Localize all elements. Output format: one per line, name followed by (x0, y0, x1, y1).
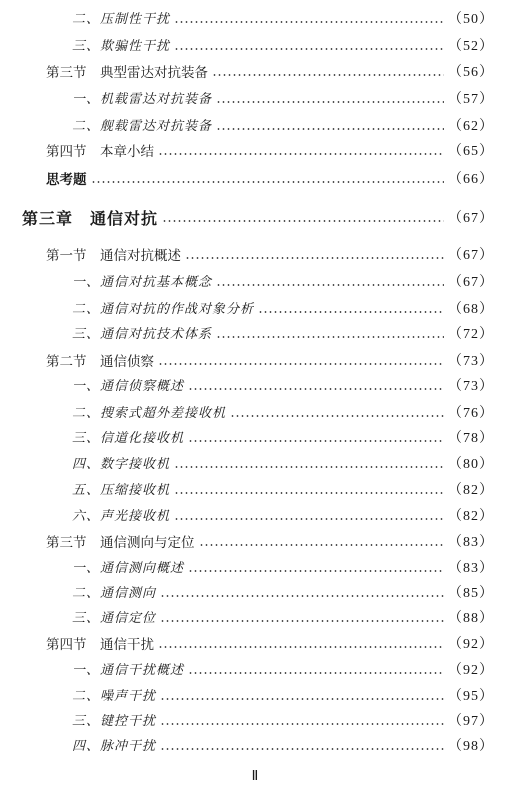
toc-subsection-entry (0, 687, 510, 707)
toc-entry-page: （66） (448, 172, 494, 187)
toc-chapter-entry (0, 206, 510, 232)
dot-leader (230, 415, 444, 417)
dot-leader (258, 311, 444, 313)
toc-section-entry (0, 635, 510, 655)
toc-subsection-entry (0, 661, 510, 681)
dot-leader (188, 440, 444, 442)
dot-leader (174, 48, 444, 50)
dot-leader (158, 646, 444, 648)
toc-entry-title: 思考题 (46, 172, 87, 188)
toc-entry-title: 三、欺骗性干扰 (72, 39, 171, 54)
dot-leader (160, 620, 444, 622)
toc-entry-title: 三、通信定位 (72, 611, 157, 626)
toc-subsection-entry (0, 273, 510, 293)
toc-entry-page: （73） (448, 379, 494, 394)
toc-subsection-entry (0, 609, 510, 629)
toc-entry-page: （98） (448, 739, 494, 754)
dot-leader (216, 128, 444, 130)
toc-entry-title: 第三节 典型雷达对抗装备 (46, 65, 208, 81)
toc-entry-page: （76） (448, 406, 494, 421)
toc-section-entry (0, 142, 510, 162)
toc-subsection-entry (0, 325, 510, 345)
toc-subsection-entry (0, 481, 510, 501)
toc-entry-page: （67） (448, 248, 494, 263)
toc-subsection-entry (0, 300, 510, 320)
dot-leader (160, 698, 444, 700)
dot-leader (174, 492, 444, 494)
toc-entry-title: 二、噪声干扰 (72, 689, 157, 704)
toc-entry-page: （82） (448, 483, 494, 498)
toc-entry-page: （83） (448, 535, 494, 550)
dot-leader (185, 257, 444, 259)
dot-leader (162, 220, 444, 222)
toc-entry-page: （92） (448, 663, 494, 678)
toc-subsection-entry (0, 10, 510, 30)
toc-entry-title: 第一节 通信对抗概述 (46, 248, 181, 264)
toc-entry-page: （88） (448, 611, 494, 626)
toc-subsection-entry (0, 584, 510, 604)
toc-entry-title: 二、压制性干扰 (72, 12, 171, 27)
dot-leader (91, 181, 445, 183)
toc-entry-page: （72） (448, 327, 494, 342)
toc-entry-title: 二、通信对抗的作战对象分析 (72, 302, 255, 317)
toc-entry-page: （73） (448, 354, 494, 369)
toc-section-entry (0, 63, 510, 83)
toc-subsection-entry (0, 90, 510, 110)
dot-leader (216, 101, 444, 103)
toc-entry-page: （56） (448, 65, 494, 80)
toc-entry-title: 一、通信干扰概述 (72, 663, 185, 678)
toc-entry-title: 三、通信对抗技术体系 (72, 327, 213, 342)
toc-entry-page: （68） (448, 302, 494, 317)
dot-leader (188, 570, 444, 572)
toc-entry-title: 三、键控干扰 (72, 714, 157, 729)
dot-leader (188, 388, 444, 390)
toc-entry-title: 一、通信侦察概述 (72, 379, 185, 394)
toc-entry-page: （65） (448, 144, 494, 159)
toc-entry-page: （67） (448, 275, 494, 290)
toc-entry-title: 二、搜索式超外差接收机 (72, 406, 227, 421)
toc-subsection-entry (0, 712, 510, 732)
toc-entry-title: 三、信道化接收机 (72, 431, 185, 446)
dot-leader (199, 544, 445, 546)
toc-section-entry (0, 352, 510, 372)
dot-leader (174, 518, 444, 520)
toc-subsection-entry (0, 737, 510, 757)
toc-subsection-entry (0, 455, 510, 475)
dot-leader (212, 74, 444, 76)
toc-entry-title: 四、数字接收机 (72, 457, 171, 472)
toc-section-entry (0, 246, 510, 266)
toc-subsection-entry (0, 117, 510, 137)
toc-entry-title: 五、压缩接收机 (72, 483, 171, 498)
page-number: Ⅱ (251, 769, 259, 784)
toc-entry-page: （82） (448, 509, 494, 524)
toc-entry-page: （52） (448, 39, 494, 54)
toc-entry-title: 二、通信测向 (72, 586, 157, 601)
toc-entry-page: （67） (448, 211, 494, 226)
toc-entry-page: （57） (448, 92, 494, 107)
dot-leader (158, 153, 444, 155)
toc-entry-title: 一、通信对抗基本概念 (72, 275, 213, 290)
toc-entry-title: 第三节 通信测向与定位 (46, 535, 195, 551)
toc-entry-title: 第二节 通信侦察 (46, 354, 154, 370)
toc-subsection-entry (0, 429, 510, 449)
toc-entry-title: 第四节 通信干扰 (46, 637, 154, 653)
toc-entry-page: （95） (448, 689, 494, 704)
toc-subsection-entry (0, 559, 510, 579)
toc-entry-title: 一、机载雷达对抗装备 (72, 92, 213, 107)
toc-entry-title: 一、通信测向概述 (72, 561, 185, 576)
dot-leader (216, 284, 444, 286)
toc-subsection-entry (0, 37, 510, 57)
dot-leader (174, 466, 444, 468)
toc-entry-page: （50） (448, 12, 494, 27)
toc-entry-title: 第四节 本章小结 (46, 144, 154, 160)
toc-subsection-entry (0, 170, 510, 190)
dot-leader (188, 672, 444, 674)
toc-section-entry (0, 533, 510, 553)
toc-subsection-entry (0, 507, 510, 527)
toc-entry-title: 四、脉冲干扰 (72, 739, 157, 754)
toc-entry-page: （85） (448, 586, 494, 601)
toc-entry-title: 二、舰载雷达对抗装备 (72, 119, 213, 134)
toc-entry-page: （62） (448, 119, 494, 134)
dot-leader (174, 21, 444, 23)
dot-leader (216, 336, 444, 338)
toc-entry-title: 六、声光接收机 (72, 509, 171, 524)
toc-entry-page: （78） (448, 431, 494, 446)
toc-entry-page: （80） (448, 457, 494, 472)
toc-entry-title: 第三章 通信对抗 (22, 209, 159, 228)
dot-leader (160, 723, 444, 725)
dot-leader (160, 595, 444, 597)
dot-leader (158, 363, 444, 365)
toc-subsection-entry (0, 404, 510, 424)
toc-entry-page: （97） (448, 714, 494, 729)
toc-subsection-entry (0, 377, 510, 397)
toc-entry-page: （83） (448, 561, 494, 576)
dot-leader (160, 748, 444, 750)
toc-entry-page: （92） (448, 637, 494, 652)
